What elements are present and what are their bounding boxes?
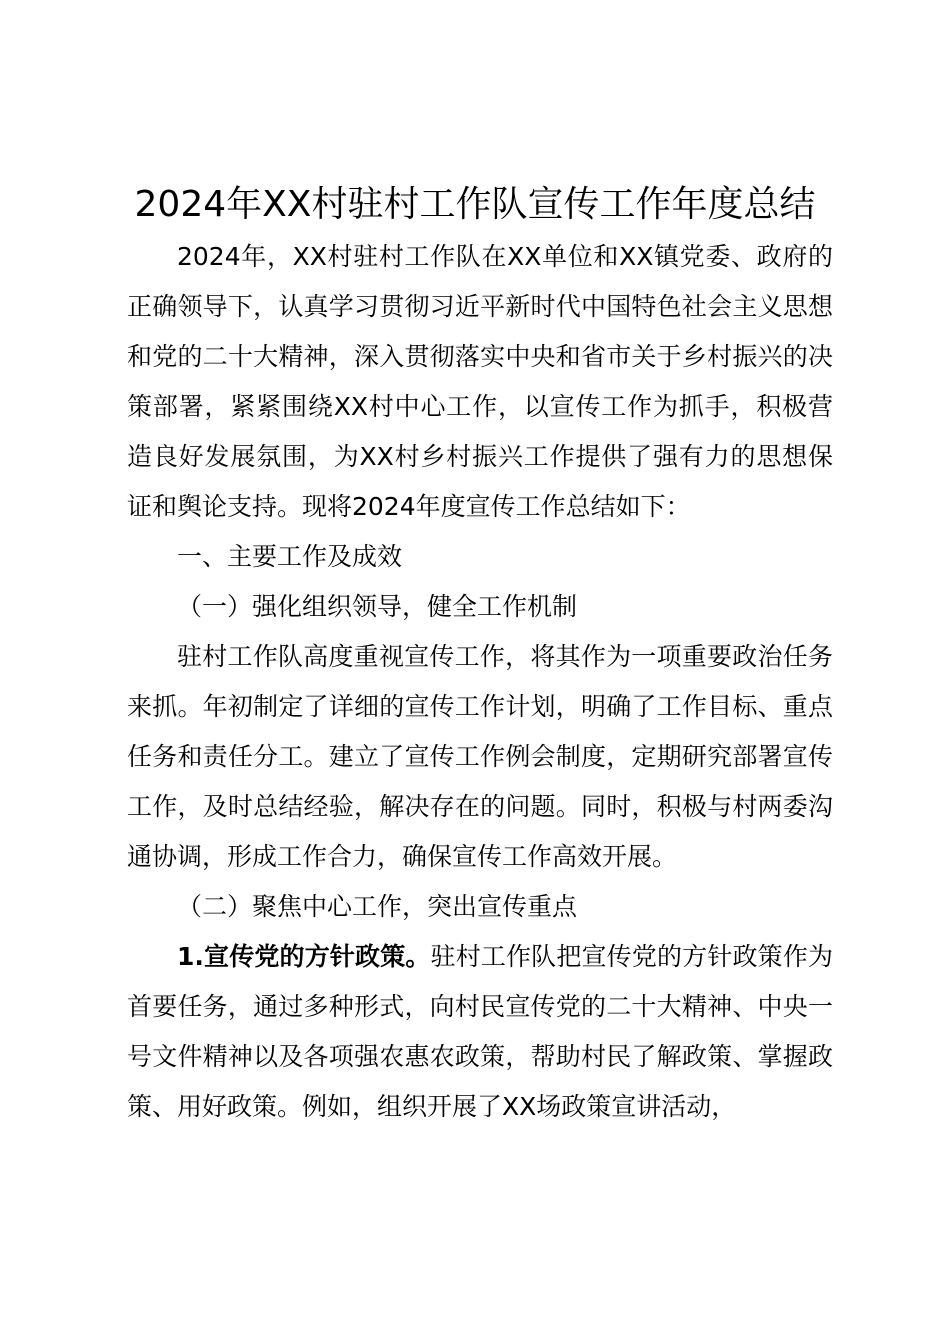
subsection-heading-organization: （一）强化组织领导，健全工作机制 — [177, 592, 578, 621]
policy-item-body: 驻村工作队把宣传党的方针政策作为首要任务，通过多种形式，向村民宣传党的二十大精神、中央一号文件精神以及各项强农惠农政策，帮助村民了解政策、掌握政策、用好政策。例如，组织开展了XX场政策宣讲活动， — [127, 942, 833, 1121]
section-heading-main-work: 一、主要工作及成效 — [177, 542, 403, 571]
intro-paragraph: 2024年，XX村驻村工作队在XX单位和XX镇党委、政府的正确领导下，认真学习贯彻习近平新时代中国特色社会主义思想和党的二十大精神，深入贯彻落实中央和省市关于乡村振兴的决策部署，紧紧围绕XX村中心工作，以宣传工作为抓手，积极营造良好发展氛围，为XX村乡村振兴工作提供了强有力的思想保证和舆论支持。现将2024年度宣传工作总结如下： — [127, 242, 833, 521]
subsection-heading-focus: （二）聚焦中心工作，突出宣传重点 — [177, 892, 578, 921]
policy-paragraph — [127, 932, 833, 1132]
policy-item-lead: 1.宣传党的方针政策。 — [177, 942, 431, 971]
organization-paragraph: 驻村工作队高度重视宣传工作，将其作为一项重要政治任务来抓。年初制定了详细的宣传工作计划，明确了工作目标、重点任务和责任分工。建立了宣传工作例会制度，定期研究部署宣传工作，及时总结经验，解决存在的问题。同时，积极与村两委沟通协调，形成工作合力，确保宣传工作高效开展。 — [127, 642, 833, 871]
document-body — [127, 232, 833, 1132]
document-title: 2024年XX村驻村工作队宣传工作年度总结 — [134, 184, 816, 225]
